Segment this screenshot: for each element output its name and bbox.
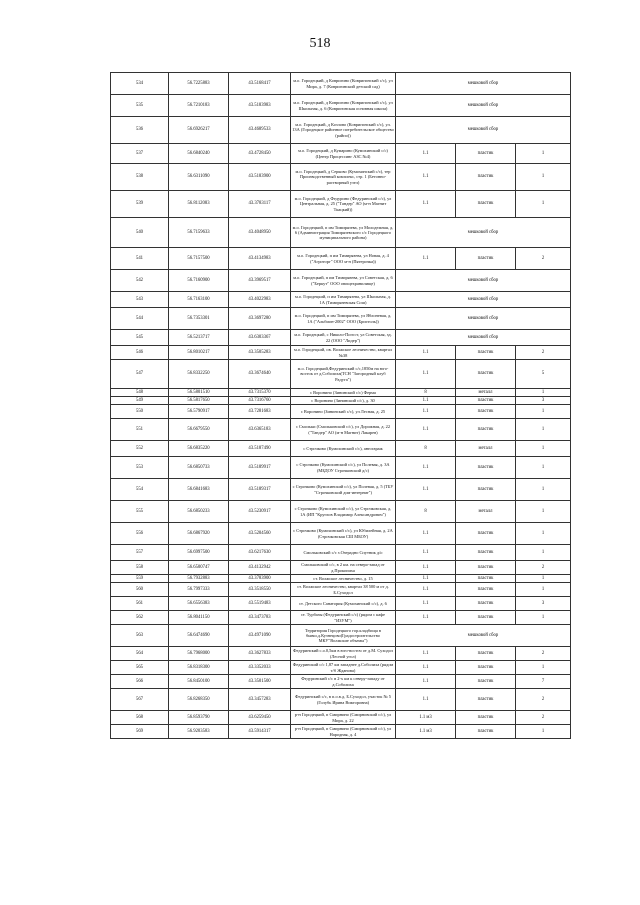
container-count-cell: 2 (516, 689, 571, 711)
container-material-cell: пластик (456, 144, 516, 164)
address-cell: м.о. Городецкий, д Козлово (Ковригинский с/с), ул. 13А (Городецкое районное потребительское общество (райпо)) (291, 117, 396, 144)
container-material-cell: пластик (456, 575, 516, 583)
table-row (111, 689, 571, 711)
container-count-cell: 2 (516, 711, 571, 725)
address-cell: Федуринский с/с в 2-х км к северу-западу от д.Соболиха (291, 675, 396, 689)
longitude-cell: 43.4132942 (229, 561, 291, 575)
table-row (111, 330, 571, 346)
table-row (111, 389, 571, 397)
container-volume-cell: 1.1 (396, 346, 456, 360)
latitude-cell: 56.5817650 (169, 397, 229, 405)
container-count-cell: 1 (516, 523, 571, 545)
latitude-cell: 56.8268350 (169, 689, 229, 711)
container-volume-cell: 8 (396, 389, 456, 397)
address-cell: м.о. Городецкий,Федуринский с/с,1850м на юго-восток от д.Соболиха(ТСН "Загородный клуб Радуга") (291, 360, 396, 389)
longitude-cell: 43.4728450 (229, 144, 291, 164)
container-volume-cell: 1.1 (396, 248, 456, 270)
row-number-cell: 562 (111, 611, 169, 625)
container-count-cell: 1 (516, 405, 571, 419)
address-cell: Смольковский с/с з.Озерадно Спутник д/о (291, 545, 396, 561)
address-cell: ст. Турбазы (Федуринский с/с) (рядом с кафе "ИЗУМ") (291, 611, 396, 625)
row-number-cell: 558 (111, 561, 169, 575)
longitude-cell: 43.7281683 (229, 405, 291, 419)
container-material-cell: пластик (456, 164, 516, 191)
row-number-cell: 540 (111, 218, 169, 248)
address-cell: ст. Детского Санатория (Кумохинский с/с), д. 6 (291, 597, 396, 611)
container-count-cell: 1 (516, 501, 571, 523)
latitude-cell: 56.6311090 (169, 164, 229, 191)
container-volume-cell: 1.1 (396, 597, 456, 611)
table-body (111, 73, 571, 739)
address-cell: с Воронино (Зининский с/с), д. 30 (291, 397, 396, 405)
latitude-cell: 56.7968000 (169, 647, 229, 661)
container-volume-cell: 1.1 (396, 523, 456, 545)
longitude-cell: 43.3473783 (229, 611, 291, 625)
container-volume-cell: 1.1 (396, 689, 456, 711)
row-number-cell: 541 (111, 248, 169, 270)
address-cell: р-н Городецкий, п Смирнино (Смирновский с/с), ул Народная, д. 4 (291, 725, 396, 739)
longitude-cell: 43.5230917 (229, 501, 291, 523)
longitude-cell: 43.3518550 (229, 583, 291, 597)
latitude-cell: 56.6679550 (169, 419, 229, 441)
container-material-cell: металл (456, 441, 516, 457)
row-number-cell: 553 (111, 457, 169, 479)
table-row (111, 545, 571, 561)
address-cell: м.о. Городецкий, ов. Волжское лесничество, квартал №38 (291, 346, 396, 360)
table-row (111, 611, 571, 625)
collection-method-cell: мешковой сбор (396, 95, 571, 117)
table-row (111, 164, 571, 191)
latitude-cell: 56.6926217 (169, 117, 229, 144)
address-cell: м.о. Городецкий, п им Тимирязева, ул Яблоневая, д. 1А ("Альбион-2002" ООО (Бристоль)) (291, 308, 396, 330)
table-row (111, 419, 571, 441)
table-row (111, 711, 571, 725)
longitude-cell: 43.6365183 (229, 419, 291, 441)
container-count-cell: 3 (516, 397, 571, 405)
address-cell: с Строчково (Кумохинский с/с), ул Юбилейная, д. 2А (Строчковская СШ МБОУ) (291, 523, 396, 545)
row-number-cell: 538 (111, 164, 169, 191)
container-material-cell: пластик (456, 583, 516, 597)
longitude-cell: 43.7315370 (229, 389, 291, 397)
container-count-cell: 1 (516, 479, 571, 501)
collection-method-cell: мешковой сбор (396, 270, 571, 292)
container-material-cell: пластик (456, 711, 516, 725)
container-count-cell: 2 (516, 561, 571, 575)
longitude-cell: 43.5914317 (229, 725, 291, 739)
latitude-cell: 56.6850233 (169, 501, 229, 523)
collection-method-cell: мешковой сбор (396, 308, 571, 330)
row-number-cell: 552 (111, 441, 169, 457)
table-row (111, 675, 571, 689)
container-material-cell: пластик (456, 545, 516, 561)
container-count-cell: 1 (516, 419, 571, 441)
longitude-cell: 43.4134983 (229, 248, 291, 270)
table-row (111, 625, 571, 647)
address-cell: р-н Городецкий, п Смирнино (Смирновский с/с), ул Мира, д. 22 (291, 711, 396, 725)
row-number-cell: 551 (111, 419, 169, 441)
longitude-cell: 43.7316760 (229, 397, 291, 405)
container-material-cell: пластик (456, 597, 516, 611)
container-count-cell: 1 (516, 575, 571, 583)
container-material-cell: пластик (456, 675, 516, 689)
table-row (111, 725, 571, 739)
longitude-cell: 43.6303367 (229, 330, 291, 346)
container-material-cell: пластик (456, 523, 516, 545)
container-material-cell: пластик (456, 360, 516, 389)
row-number-cell: 535 (111, 95, 169, 117)
container-count-cell: 1 (516, 661, 571, 675)
container-count-cell: 2 (516, 647, 571, 661)
latitude-cell: 56.6840240 (169, 144, 229, 164)
container-volume-cell: 1.1 (396, 575, 456, 583)
container-material-cell: пластик (456, 405, 516, 419)
latitude-cell: 56.6474690 (169, 625, 229, 647)
container-material-cell: пластик (456, 661, 516, 675)
address-cell: м.о. Городецкий, п им Тимирязева, ул Новая, д. 4 ("Агроторг" ООО м-н (Пятерочка)) (291, 248, 396, 270)
table-row (111, 597, 571, 611)
container-count-cell: 1 (516, 389, 571, 397)
address-cell: м.о. Городецкий, д Ковригино (Ковригинский с/с), ул Школьная, д. 6 (Ковригинская основная школа) (291, 95, 396, 117)
row-number-cell: 534 (111, 73, 169, 95)
row-number-cell: 544 (111, 308, 169, 330)
collection-method-cell: мешковой сбор (396, 625, 571, 647)
container-volume-cell: 1.1 (396, 164, 456, 191)
container-count-cell: 1 (516, 441, 571, 457)
longitude-cell: 43.5189917 (229, 457, 291, 479)
container-volume-cell: 1.1 (396, 611, 456, 625)
container-volume-cell: 1.1 (396, 675, 456, 689)
container-volume-cell: 8 (396, 501, 456, 523)
address-cell: Территория Городецкого гор.кладбища в бывш.д.Кузнецово(Градостроительство МКУ"Волжские объемы") (291, 625, 396, 647)
container-count-cell: 2 (516, 248, 571, 270)
longitude-cell: 43.3783117 (229, 191, 291, 218)
collection-method-cell: мешковой сбор (396, 330, 571, 346)
table-row (111, 397, 571, 405)
container-material-cell: пластик (456, 457, 516, 479)
longitude-cell: 43.4022983 (229, 292, 291, 308)
longitude-cell: 43.3697280 (229, 308, 291, 330)
collection-method-cell: мешковой сбор (396, 292, 571, 308)
longitude-cell: 43.3969517 (229, 270, 291, 292)
table-row (111, 292, 571, 308)
table-row (111, 523, 571, 545)
container-volume-cell: 8 (396, 441, 456, 457)
container-volume-cell: 1.1 м3 (396, 725, 456, 739)
latitude-cell: 56.7160900 (169, 270, 229, 292)
address-cell: ст. Волжское лесничество, квартал 38 500 м от д. Б.Суходол (291, 583, 396, 597)
longitude-cell: 43.5187490 (229, 441, 291, 457)
address-cell: с Строчково (Кумохинский с/с), ул Полевая, д. 5 (ТБУ "Строчковский дом-интернат") (291, 479, 396, 501)
container-volume-cell: 1.1 (396, 545, 456, 561)
address-cell: м.о. Городецкий, д Кумарино (Кумохинский с/с) (Центр Процессинг АЗС №4) (291, 144, 396, 164)
table-row (111, 360, 571, 389)
longitude-cell: 43.3352033 (229, 661, 291, 675)
address-cell: м.о. Городецкий, п им Тимирязева, ул Молодежная, д. 6 (Администрация Тимирязевского с/с Городецкого муниципального района) (291, 218, 396, 248)
container-count-cell: 1 (516, 583, 571, 597)
container-count-cell: 3 (516, 597, 571, 611)
table-row (111, 457, 571, 479)
latitude-cell: 56.8593790 (169, 711, 229, 725)
latitude-cell: 56.8450100 (169, 675, 229, 689)
longitude-cell: 43.3505283 (229, 346, 291, 360)
collection-method-cell: мешковой сбор (396, 73, 571, 95)
longitude-cell: 43.5189317 (229, 479, 291, 501)
longitude-cell: 43.4689533 (229, 117, 291, 144)
latitude-cell: 56.6841683 (169, 479, 229, 501)
table-row (111, 561, 571, 575)
row-number-cell: 560 (111, 583, 169, 597)
row-number-cell: 543 (111, 292, 169, 308)
row-number-cell: 554 (111, 479, 169, 501)
container-volume-cell: 1.1 (396, 397, 456, 405)
container-volume-cell: 1.1 (396, 360, 456, 389)
table-row (111, 501, 571, 523)
address-cell: м.о. Городецкий, п им Тимирязева, ул Школьная, д. 1А (Тимирязевская Сош) (291, 292, 396, 308)
address-cell: м.о. Городецкий, д Федурино (Федуринский с/с), ул Центральная, д. 25 ("Тандер" АО (м-н Магнит Ткацкий)) (291, 191, 396, 218)
container-volume-cell: 1.1 (396, 561, 456, 575)
container-volume-cell: 1.1 (396, 647, 456, 661)
longitude-cell: 43.3457283 (229, 689, 291, 711)
table-row (111, 405, 571, 419)
container-material-cell: пластик (456, 397, 516, 405)
row-number-cell: 537 (111, 144, 169, 164)
page-number: 518 (309, 36, 331, 51)
row-number-cell: 548 (111, 389, 169, 397)
row-number-cell: 547 (111, 360, 169, 389)
latitude-cell: 56.6997500 (169, 545, 229, 561)
container-material-cell: металл (456, 501, 516, 523)
container-material-cell: пластик (456, 419, 516, 441)
longitude-cell: 43.5519483 (229, 597, 291, 611)
row-number-cell: 566 (111, 675, 169, 689)
container-volume-cell: 1.1 (396, 419, 456, 441)
address-cell: с Воронино (Зининский с/с) Ферма (291, 389, 396, 397)
row-number-cell: 550 (111, 405, 169, 419)
longitude-cell: 43.3501500 (229, 675, 291, 689)
longitude-cell: 43.6259450 (229, 711, 291, 725)
longitude-cell: 43.6217630 (229, 545, 291, 561)
address-cell: ст. Волжское лесничество, д. 15 (291, 575, 396, 583)
table-row (111, 117, 571, 144)
row-number-cell: 542 (111, 270, 169, 292)
latitude-cell: 56.9203583 (169, 725, 229, 739)
address-cell: м.о. Городецкий, д Ковригино (Ковригинский с/с), ул Мира, д. 7 (Ковригинский детский сад) (291, 73, 396, 95)
container-material-cell: пластик (456, 647, 516, 661)
container-material-cell: пластик (456, 611, 516, 625)
row-number-cell: 561 (111, 597, 169, 611)
latitude-cell: 56.7163100 (169, 292, 229, 308)
container-material-cell: пластик (456, 561, 516, 575)
row-number-cell: 549 (111, 397, 169, 405)
row-number-cell: 565 (111, 661, 169, 675)
address-cell: Федуринский с/с, в п.о.в.д. Б.Суходол, участок № 5 (Голубь Ирина Викторовна) (291, 689, 396, 711)
longitude-cell: 43.3627833 (229, 647, 291, 661)
row-number-cell: 556 (111, 523, 169, 545)
address-cell: Смольковский с/с, в 2 км. на северо-запад от д.Прокопиха (291, 561, 396, 575)
collection-method-cell: мешковой сбор (396, 117, 571, 144)
longitude-cell: 43.4971090 (229, 625, 291, 647)
latitude-cell: 56.5790917 (169, 405, 229, 419)
address-cell: с Смольки (Смольковский с/с), ул Дорожная, д. 22 ("Тандер" АО (м-н Магнит) Лакарев) (291, 419, 396, 441)
latitude-cell: 56.7159633 (169, 218, 229, 248)
table-row (111, 575, 571, 583)
latitude-cell: 56.7157500 (169, 248, 229, 270)
latitude-cell: 56.8041150 (169, 611, 229, 625)
latitude-cell: 56.6867920 (169, 523, 229, 545)
table-row (111, 95, 571, 117)
table-row (111, 647, 571, 661)
table-row (111, 661, 571, 675)
row-number-cell: 555 (111, 501, 169, 523)
latitude-cell: 56.5213717 (169, 330, 229, 346)
row-number-cell: 557 (111, 545, 169, 561)
address-cell: м.о. Городецкий, д Серково (Кумохинский с/с), тер Производственный комплекс, стр. 1 (Бетонно-растворный узел) (291, 164, 396, 191)
latitude-cell: 56.8010217 (169, 346, 229, 360)
longitude-cell: 43.3674640 (229, 360, 291, 389)
container-count-cell: 1 (516, 457, 571, 479)
row-number-cell: 545 (111, 330, 169, 346)
table-row (111, 270, 571, 292)
table-row (111, 144, 571, 164)
latitude-cell: 56.7932883 (169, 575, 229, 583)
waste-sites-table (110, 72, 571, 739)
latitude-cell: 56.6556383 (169, 597, 229, 611)
container-volume-cell: 1.1 (396, 405, 456, 419)
container-count-cell: 1 (516, 144, 571, 164)
row-number-cell: 546 (111, 346, 169, 360)
container-count-cell: 5 (516, 360, 571, 389)
container-volume-cell: 1.1 (396, 457, 456, 479)
latitude-cell: 56.7225883 (169, 73, 229, 95)
latitude-cell: 56.8332250 (169, 360, 229, 389)
address-cell: с Строчково (Кумохинский с/с), ул Полевая, д. 3А (МБДОУ Строчковский д/с) (291, 457, 396, 479)
table-row (111, 441, 571, 457)
table-row (111, 248, 571, 270)
row-number-cell: 567 (111, 689, 169, 711)
table-row (111, 479, 571, 501)
table-row (111, 73, 571, 95)
row-number-cell: 536 (111, 117, 169, 144)
container-count-cell: 1 (516, 191, 571, 218)
latitude-cell: 56.7210183 (169, 95, 229, 117)
container-count-cell: 7 (516, 675, 571, 689)
container-material-cell: пластик (456, 248, 516, 270)
table-row (111, 218, 571, 248)
container-volume-cell: 1.1 (396, 479, 456, 501)
latitude-cell: 56.7997333 (169, 583, 229, 597)
latitude-cell: 56.6850733 (169, 457, 229, 479)
address-cell: Федуринский с/с 1,87 км западнее д.Соболиха (рядом т/б Жданова) (291, 661, 396, 675)
row-number-cell: 569 (111, 725, 169, 739)
longitude-cell: 43.3783900 (229, 575, 291, 583)
container-volume-cell: 1.1 (396, 583, 456, 597)
container-count-cell: 1 (516, 545, 571, 561)
container-material-cell: пластик (456, 191, 516, 218)
container-count-cell: 2 (516, 346, 571, 360)
latitude-cell: 56.6835220 (169, 441, 229, 457)
container-count-cell: 1 (516, 725, 571, 739)
longitude-cell: 43.4048950 (229, 218, 291, 248)
collection-method-cell: мешковой сбор (396, 218, 571, 248)
longitude-cell: 43.5183900 (229, 164, 291, 191)
container-volume-cell: 1.1 (396, 144, 456, 164)
container-material-cell: пластик (456, 479, 516, 501)
container-material-cell: пластик (456, 725, 516, 739)
table-row (111, 583, 571, 597)
table-row (111, 308, 571, 330)
latitude-cell: 56.6500747 (169, 561, 229, 575)
row-number-cell: 539 (111, 191, 169, 218)
latitude-cell: 56.7353301 (169, 308, 229, 330)
longitude-cell: 43.5204560 (229, 523, 291, 545)
table-row (111, 191, 571, 218)
table-row (111, 346, 571, 360)
container-material-cell: пластик (456, 346, 516, 360)
container-volume-cell: 1.1 (396, 661, 456, 675)
address-cell: с Воронино (Зининский с/с), ул Лесная, д. 25 (291, 405, 396, 419)
address-cell: Федуринский с.о.0,5км в юго-восточ от д.М. Суходол (Лесной угол) (291, 647, 396, 661)
container-count-cell: 1 (516, 164, 571, 191)
container-volume-cell: 1.1 (396, 191, 456, 218)
container-count-cell: 1 (516, 611, 571, 625)
address-cell: м.о. Городецкий, п им Тимирязева, ул Советская, д. 6 ("Беркут" ООО овощехранилище) (291, 270, 396, 292)
row-number-cell: 559 (111, 575, 169, 583)
row-number-cell: 564 (111, 647, 169, 661)
latitude-cell: 56.5801510 (169, 389, 229, 397)
longitude-cell: 43.5183983 (229, 95, 291, 117)
container-material-cell: металл (456, 389, 516, 397)
container-volume-cell: 1.1 м3 (396, 711, 456, 725)
address-cell: с Строчково (Кумохинский с/с), автогараж (291, 441, 396, 457)
address-cell: м.о. Городецкий, с Николо-Погост, ул Советская, зд. 22 (ООО "Лидер") (291, 330, 396, 346)
row-number-cell: 568 (111, 711, 169, 725)
container-material-cell: пластик (456, 689, 516, 711)
row-number-cell: 563 (111, 625, 169, 647)
longitude-cell: 43.5168417 (229, 73, 291, 95)
address-cell: с Строчково (Кумохинский с/с), ул Строчковская, д. 1А (ИП "Круглов Владимир Александрович") (291, 501, 396, 523)
latitude-cell: 56.8318300 (169, 661, 229, 675)
latitude-cell: 56.8112083 (169, 191, 229, 218)
